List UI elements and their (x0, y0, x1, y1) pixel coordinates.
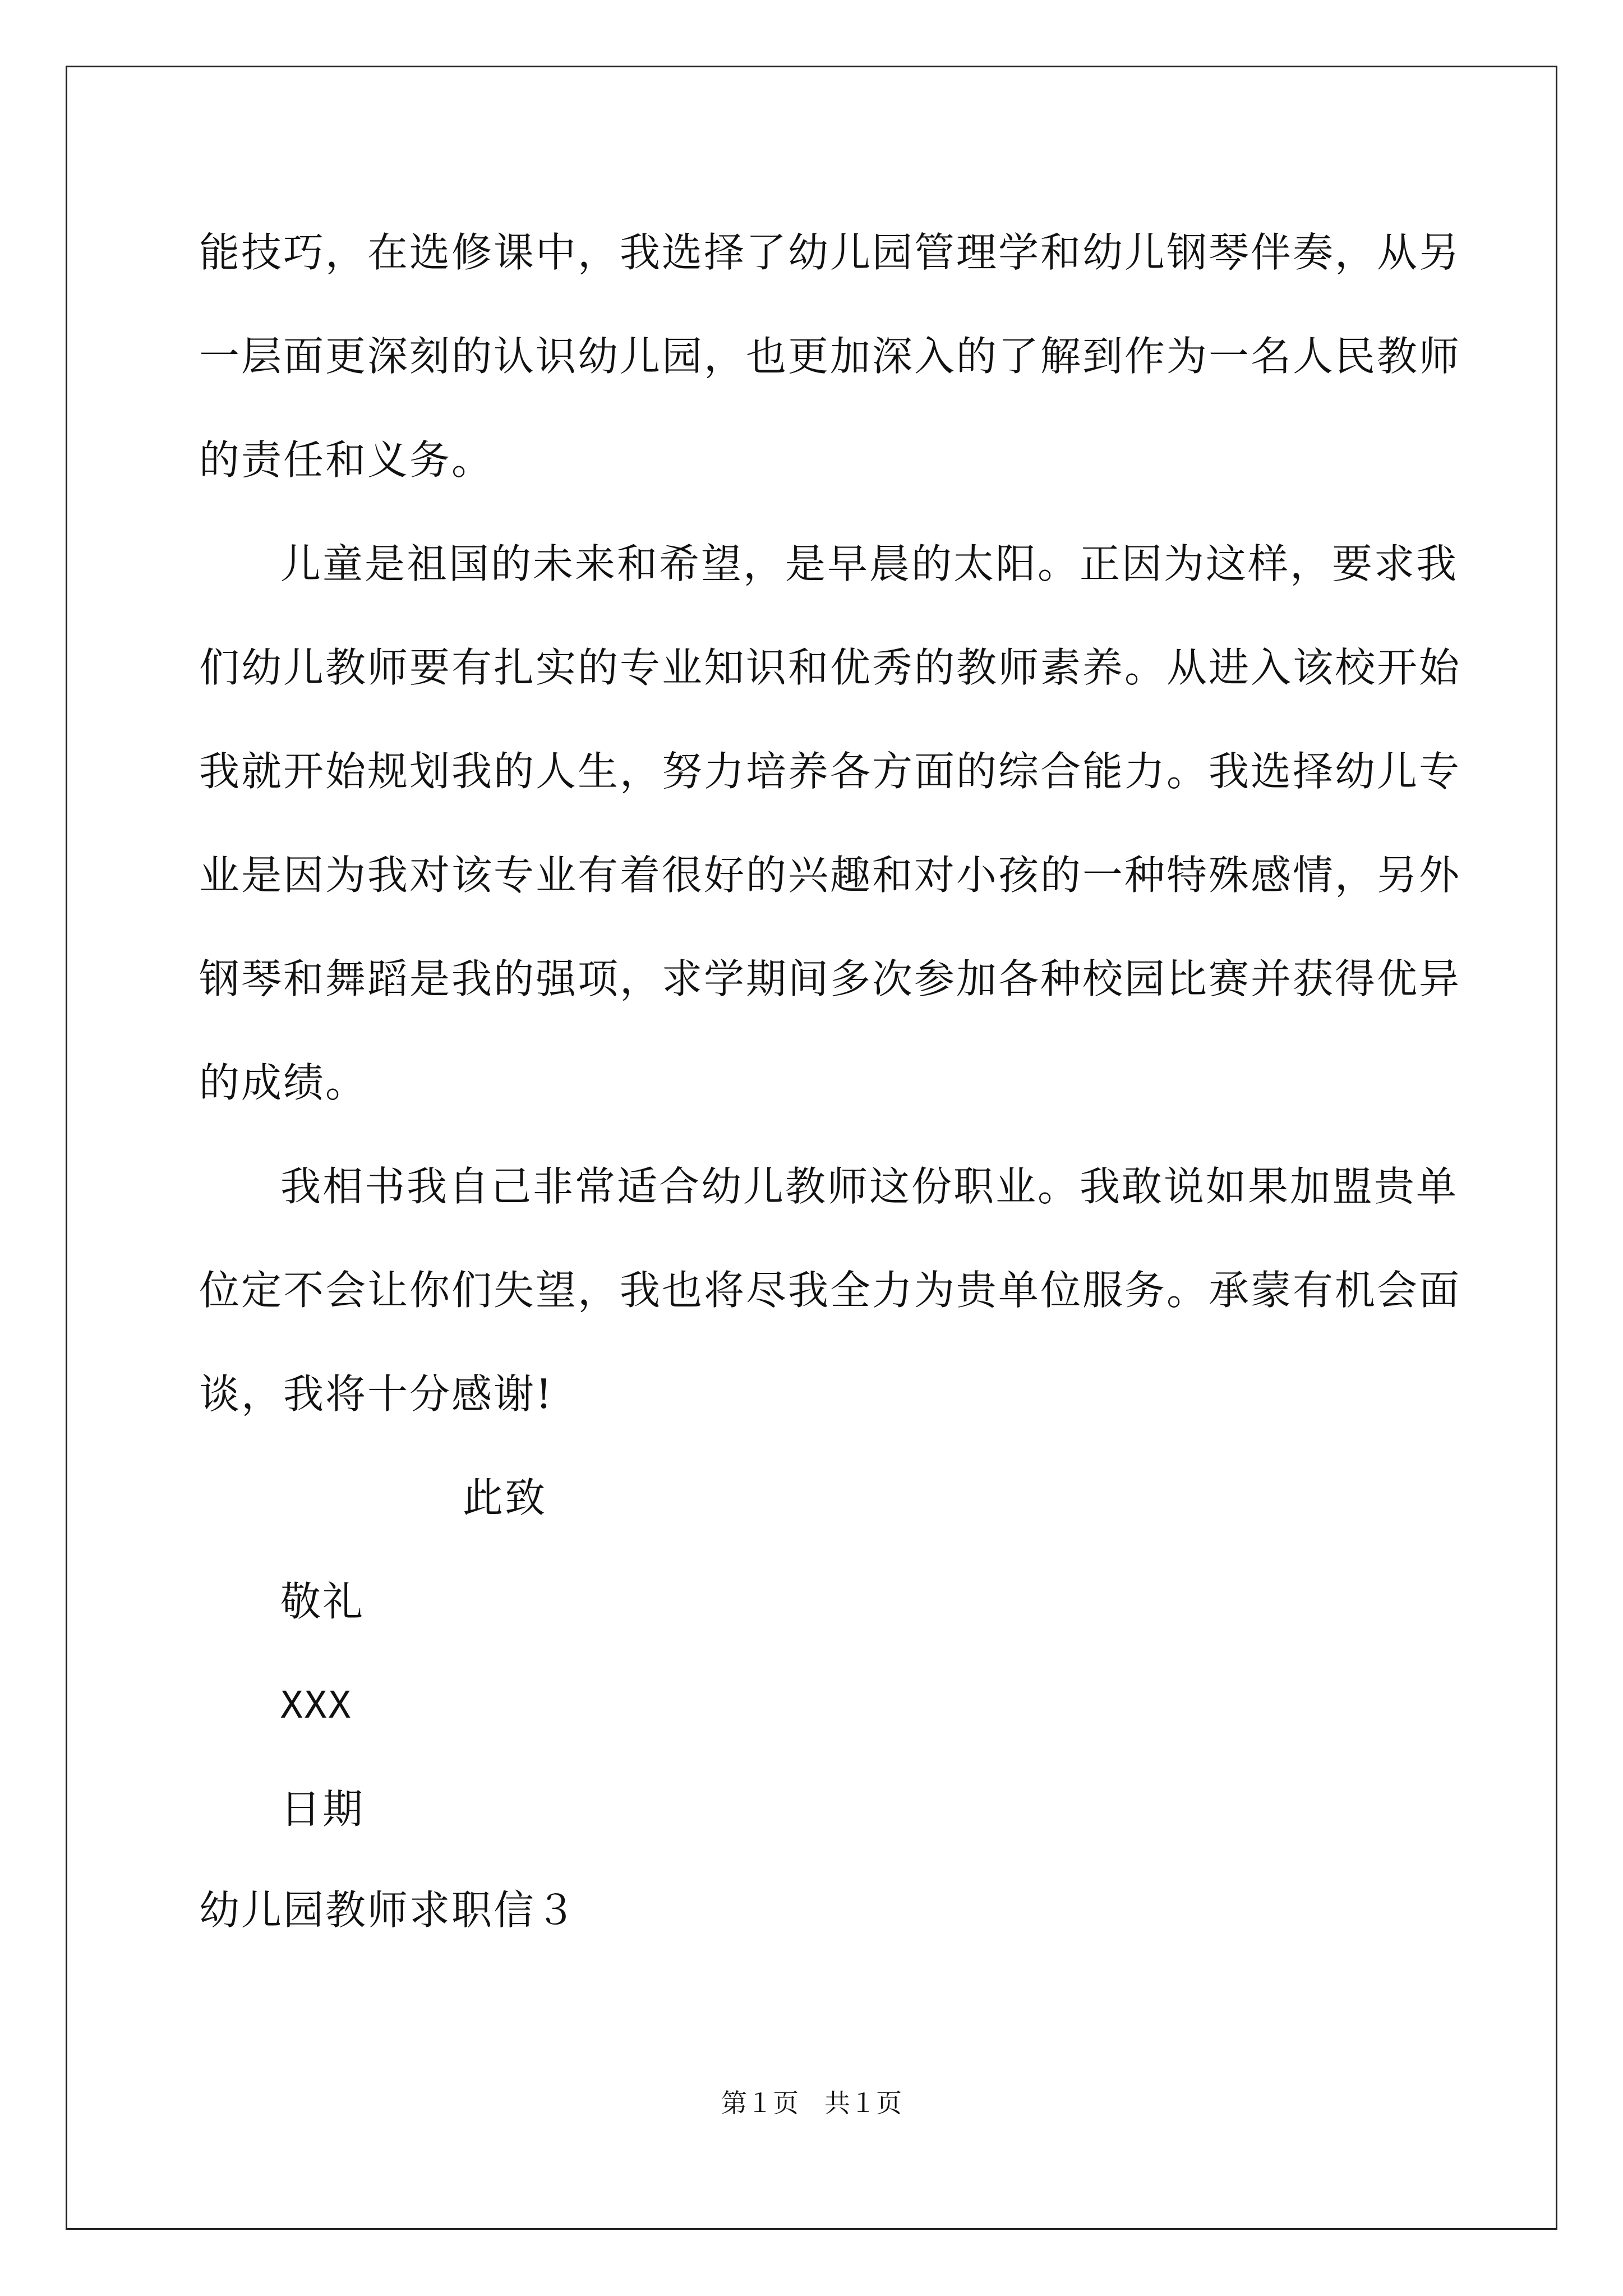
date: 日期 (280, 1786, 365, 1833)
paragraph-line: 钢琴和舞蹈是我的强项，求学期间多次参加各种校园比赛并获得优异 (199, 955, 1461, 1002)
paragraph-line: 儿童是祖国的未来和希望，是早晨的太阳。正因为这样，要求我 (280, 540, 1459, 587)
closing-salutation: 此致 (463, 1474, 547, 1521)
paragraph-line: 们幼儿教师要有扎实的专业知识和优秀的教师素养。从进入该校开始 (199, 644, 1461, 691)
paragraph-line: 我相书我自己非常适合幼儿教师这份职业。我敢说如果加盟贵单 (280, 1163, 1459, 1210)
paragraph-line: 谈，我将十分感谢! (199, 1370, 554, 1418)
paragraph-line: 业是因为我对该专业有着很好的兴趣和对小孩的一种特殊感情，另外 (199, 852, 1461, 899)
paragraph-line: 一层面更深刻的认识幼儿园，也更加深入的了解到作为一名人民教师 (199, 333, 1461, 380)
signature: XXX (280, 1683, 353, 1727)
paragraph-line: 能技巧，在选修课中，我选择了幼儿园管理学和幼儿钢琴伴奏，从另 (199, 229, 1461, 276)
paragraph-line: 位定不会让你们失望，我也将尽我全力为贵单位服务。承蒙有机会面 (199, 1267, 1461, 1314)
paragraph-line: 我就开始规划我的人生，努力培养各方面的综合能力。我选择幼儿专 (199, 748, 1461, 795)
closing-regards: 敬礼 (280, 1578, 365, 1625)
paragraph-line: 的成绩。 (199, 1059, 368, 1106)
page-footer: 第１页 共１页 (721, 2089, 902, 2118)
section-heading: 幼儿园教师求职信３ (199, 1887, 578, 1934)
paragraph-line: 的责任和义务。 (199, 436, 494, 484)
